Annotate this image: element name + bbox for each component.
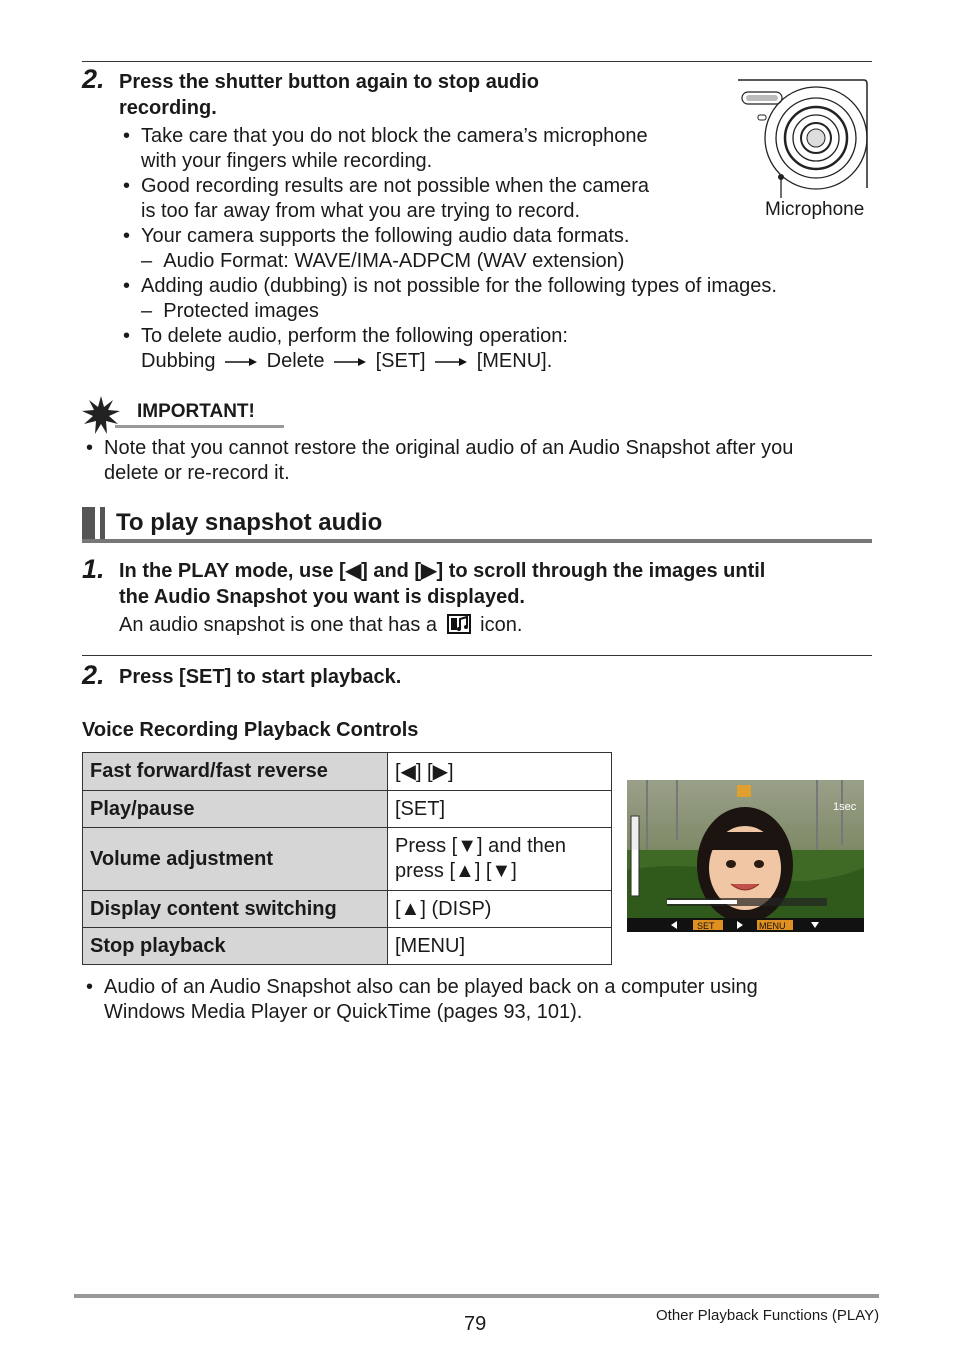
step-number: 2. <box>82 660 105 690</box>
starburst-icon <box>82 396 120 434</box>
sub-item-audio-format: – Audio Format: WAVE/IMA-ADPCM (WAV extension) <box>141 250 625 272</box>
step-heading: In the PLAY mode, use [◀] and [▶] to scroll through the images until the Audio Snapshot you want is displayed. <box>119 560 766 608</box>
table-row: Display content switching [▲] (DISP) <box>83 891 612 928</box>
footer-section-title: Other Playback Functions (PLAY) <box>656 1307 880 1324</box>
step-number: 2. <box>82 64 105 94</box>
step-note: An audio snapshot is one that has a icon. <box>119 614 523 636</box>
arrow-right-icon <box>334 357 366 367</box>
arrow-right-icon <box>225 357 257 367</box>
svg-text:SET: SET <box>697 921 715 931</box>
important-title: IMPORTANT! <box>137 401 255 422</box>
important-note: • Note that you cannot restore the original audio of an Audio Snapshot after you delete or re-record it. <box>86 437 794 484</box>
table-row: Stop playback [MENU] <box>83 928 612 965</box>
section-heading <box>82 505 872 543</box>
bullet-item: • To delete audio, perform the following operation: <box>123 325 568 347</box>
arrow-right-icon <box>435 357 467 367</box>
page-number: 79 <box>464 1313 487 1335</box>
operation-sequence: Dubbing Delete [SET] [MENU]. <box>141 350 553 372</box>
step-heading: Press [SET] to start playback. <box>119 666 402 688</box>
bullet-item: • Take care that you do not block the camera’s microphone with your fingers while recording. <box>123 125 648 172</box>
table-row: Fast forward/fast reverse [◀] [▶] <box>83 753 612 791</box>
table-row: Volume adjustment Press [▼] and then press [▲] [▼] <box>83 828 612 891</box>
footer-rule <box>74 1294 879 1298</box>
step-number: 1. <box>82 554 105 584</box>
important-underline <box>115 425 284 428</box>
controls-title: Voice Recording Playback Controls <box>82 719 419 741</box>
controls-table <box>82 752 612 965</box>
microphone-caption: Microphone <box>765 199 865 220</box>
bullet-item: • Your camera supports the following audio data formats. <box>123 225 630 247</box>
footer-note: • Audio of an Audio Snapshot also can be played back on a computer using Windows Media Player or QuickTime (pages 93, 101). <box>86 976 758 1023</box>
step-heading-line: Press the shutter button again to stop audio <box>119 71 540 93</box>
section-title: To play snapshot audio <box>116 509 383 536</box>
playback-screen-image <box>627 780 864 932</box>
audio-snapshot-icon <box>447 614 471 634</box>
step-heading-line: recording. <box>119 97 217 119</box>
divider <box>82 655 872 656</box>
time-readout: 1sec <box>833 801 857 813</box>
svg-text:MENU: MENU <box>759 921 786 931</box>
table-row: Play/pause [SET] <box>83 791 612 828</box>
step-heading <box>119 69 539 121</box>
sub-item-protected: – Protected images <box>141 300 319 322</box>
bullet-item: • Good recording results are not possible when the camera is too far away from what you are trying to record. <box>123 175 650 222</box>
top-rule <box>82 61 872 62</box>
camera-illustration <box>736 78 872 198</box>
bullet-item: • Adding audio (dubbing) is not possible for the following types of images. <box>123 275 777 297</box>
